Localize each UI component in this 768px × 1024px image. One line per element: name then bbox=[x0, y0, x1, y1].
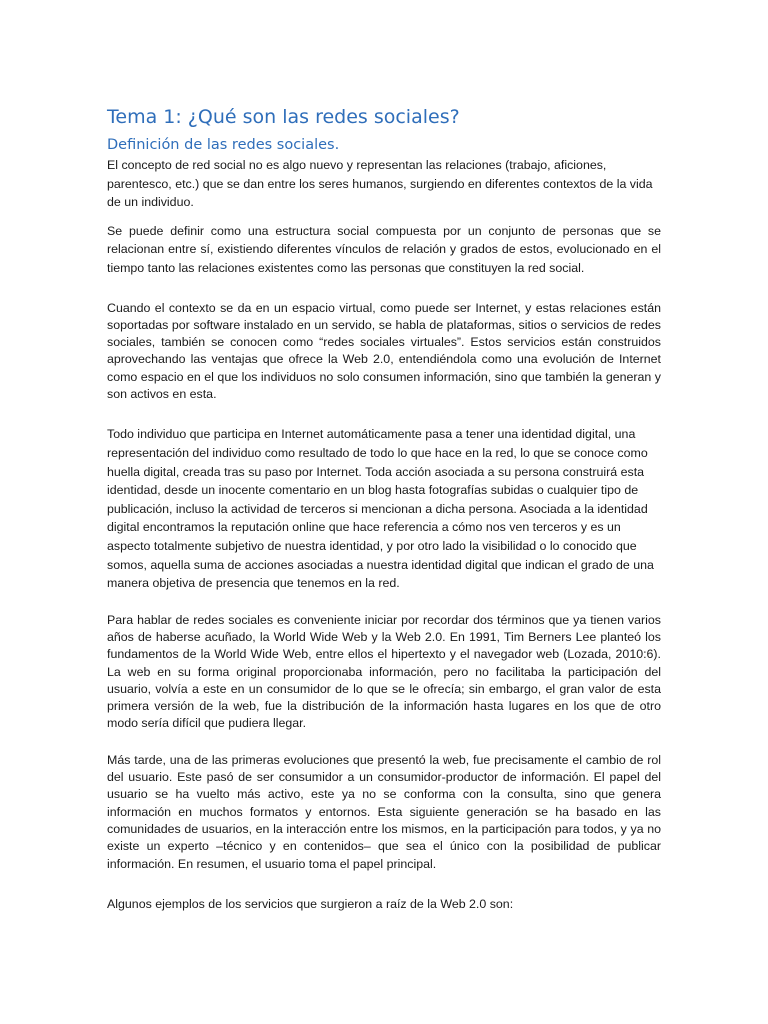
document-page bbox=[107, 104, 661, 913]
paragraph-virtual-context: Cuando el contexto se da en un espacio virtual, como puede ser Internet, y estas relaciones están soportadas por software instalado en un servido, se habla de plataformas, sitios o servicios de redes sociales, también se conocen como “redes sociales virtuales”. Estos servicios están construidos aprovechando las ventajas que ofrece la Web 2.0, entendiéndola como una evolución de Internet como espacio en el que los individuos no solo consumen información, sino que también la generan y son activos en esta. bbox=[107, 300, 661, 402]
document-title: Tema 1: ¿Qué son las redes sociales? bbox=[107, 106, 460, 128]
paragraph-intro: El concepto de red social no es algo nuevo y representan las relaciones (trabajo, aficiones, parentesco, etc.) que se dan entre los seres humanos, surgiendo en diferentes contextos de la vida de un individuo. bbox=[107, 158, 653, 210]
paragraph-web-evolution: Más tarde, una de las primeras evoluciones que presentó la web, fue precisamente el cambio de rol del usuario. Este pasó de ser consumidor a un consumidor-productor de información. El papel del usuario se ha vuelto más activo, este ya no se conforma con la consulta, sino que genera información en muchos formatos y entornos. Esta siguiente generación se ha basado en las comunidades de usuarios, en la interacción entre los mismos, en la participación para todos, y ya no existe un experto –técnico y en contenidos– que sea el único con la posibilidad de publicar información. En resumen, el usuario toma el papel principal. bbox=[107, 752, 661, 871]
paragraph-digital-identity: Todo individuo que participa en Internet automáticamente pasa a tener una identidad digital, una representación del individuo como resultado de todo lo que hace en la red, lo que se conoce como huella digital, creada tras su paso por Internet. Toda acción asociada a su persona construirá esta identidad, desde un inocente comentario en un blog hasta fotografías subidas o cualquier tipo de publicación, incluso la actividad de terceros si mencionan a dicha persona. Asociada a la identidad digital encontramos la reputación online que hace referencia a cómo nos ven terceros y es un aspecto totalmente subjetivo de nuestra identidad, y por otro lado la visibilidad o lo conocido que somos, aquella suma de acciones asociadas a nuestra identidad digital que indican el grado de una manera objetiva de presencia que tenemos en la red. bbox=[107, 427, 654, 591]
paragraph-definition: Se puede definir como una estructura social compuesta por un conjunto de personas que se relacionan entre sí, existiendo diferentes vínculos de relación y grados de estos, evolucionado en el tiempo tanto las relaciones existentes como las personas que constituyen la red social. bbox=[107, 223, 661, 275]
paragraph-world-wide-web: Para hablar de redes sociales es conveniente iniciar por recordar dos términos que ya tienen varios años de haberse acuñado, la World Wide Web y la Web 2.0. En 1991, Tim Berners Lee planteó los fundamentos de la World Wide Web, entre ellos el hipertexto y el navegador web (Lozada, 2010:6). La web en su forma original proporcionaba información, pero no facilitaba la participación del usuario, volvía a este en un consumidor de lo que se le ofrecía; sin embargo, el gran valor de esta primera versión de la web, fue la distribución de la información hasta lugares en los que de otro modo sería difícil que pudiera llegar. bbox=[107, 612, 661, 731]
paragraph-examples-intro: Algunos ejemplos de los servicios que surgieron a raíz de la Web 2.0 son: bbox=[107, 896, 514, 911]
section-heading: Definición de las redes sociales. bbox=[107, 137, 340, 153]
